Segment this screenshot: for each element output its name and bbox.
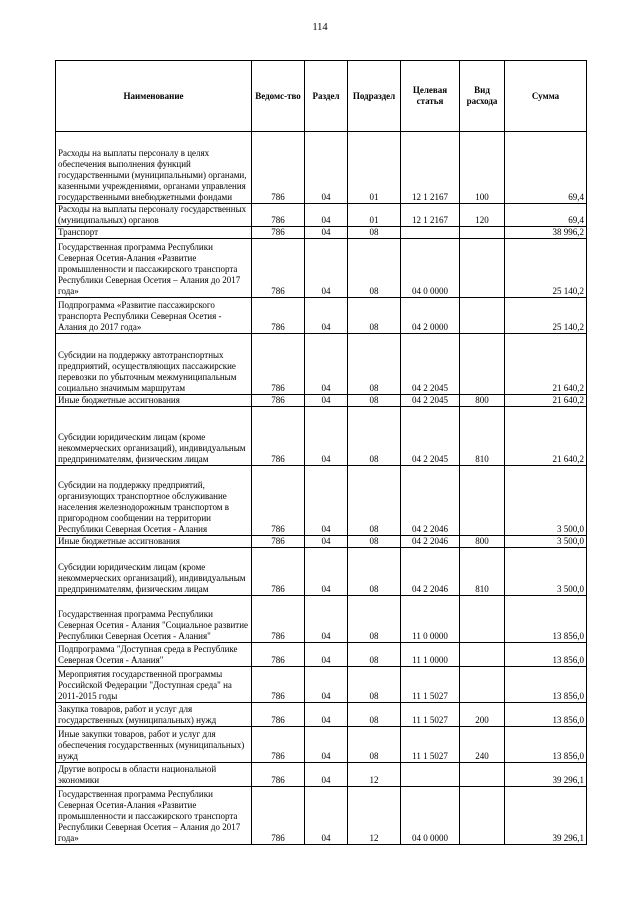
- row-section: 04: [305, 334, 348, 395]
- row-amount: 69,4: [505, 132, 587, 204]
- table-row: [56, 204, 587, 227]
- table-row: [56, 298, 587, 334]
- table-row: [56, 727, 587, 763]
- row-section: 04: [305, 407, 348, 466]
- row-section: 04: [305, 727, 348, 763]
- row-subsection: 12: [348, 763, 401, 787]
- row-expense-type: [460, 227, 505, 239]
- row-department: 786: [252, 536, 305, 548]
- row-department: 786: [252, 596, 305, 643]
- table-row: [56, 643, 587, 667]
- table-row: [56, 395, 587, 407]
- header-name: Наименование: [56, 61, 252, 132]
- row-amount: 3 500,0: [505, 466, 587, 536]
- row-department: 786: [252, 643, 305, 667]
- row-expense-type: 810: [460, 407, 505, 466]
- row-target: 04 2 2046: [401, 548, 460, 596]
- row-name: Мероприятия государственной программы Российской Федерации "Доступная среда" на 2011-2015 годы: [56, 667, 252, 703]
- header-amount: Сумма: [505, 61, 587, 132]
- row-subsection: 08: [348, 643, 401, 667]
- row-name: Государственная программа Республики Северная Осетия-Алания «Развитие промышленности и пассажирского транспорта Республики Северная Осетия – Алания до 2017 года»: [56, 239, 252, 298]
- page-number: 114: [312, 22, 328, 33]
- row-section: 04: [305, 204, 348, 227]
- row-name: Субсидии юридическим лицам (кроме некоммерческих организаций), индивидуальным предпринимателям, физическим лицам: [56, 407, 252, 466]
- row-amount: 13 856,0: [505, 596, 587, 643]
- row-department: 786: [252, 204, 305, 227]
- row-expense-type: [460, 596, 505, 643]
- row-expense-type: [460, 298, 505, 334]
- row-section: 04: [305, 596, 348, 643]
- row-target: 11 1 5027: [401, 703, 460, 727]
- row-name: Расходы на выплаты персоналу в целях обеспечения выполнения функций государственными (муниципальными) органами, казенными учреждениями, органами управления государственными внебюджетными фондами: [56, 132, 252, 204]
- budget-table: [55, 60, 587, 845]
- row-subsection: 08: [348, 596, 401, 643]
- row-target: 04 0 0000: [401, 239, 460, 298]
- table-row: [56, 596, 587, 643]
- row-section: 04: [305, 548, 348, 596]
- row-name: Иные бюджетные ассигнования: [56, 536, 252, 548]
- row-department: 786: [252, 548, 305, 596]
- row-expense-type: 800: [460, 536, 505, 548]
- row-amount: 39 296,1: [505, 787, 587, 845]
- row-amount: 21 640,2: [505, 334, 587, 395]
- row-amount: 13 856,0: [505, 643, 587, 667]
- row-subsection: 08: [348, 536, 401, 548]
- table-header: [56, 61, 587, 132]
- row-target: 04 2 2046: [401, 466, 460, 536]
- header-target: Целевая статья: [401, 61, 460, 132]
- table-row: [56, 548, 587, 596]
- row-subsection: 01: [348, 132, 401, 204]
- table-row: [56, 334, 587, 395]
- row-name: Субсидии юридическим лицам (кроме некоммерческих организаций), индивидуальным предпринимателям, физическим лицам: [56, 548, 252, 596]
- row-expense-type: 200: [460, 703, 505, 727]
- row-subsection: 08: [348, 703, 401, 727]
- row-name: Субсидии на поддержку предприятий, организующих транспортное обслуживание населения железнодорожным транспортом в пригородном сообщении на территории Республики Северная Осетия - Алания: [56, 466, 252, 536]
- row-department: 786: [252, 239, 305, 298]
- row-amount: 3 500,0: [505, 536, 587, 548]
- row-name: Иные закупки товаров, работ и услуг для обеспечения государственных (муниципальных) нужд: [56, 727, 252, 763]
- table-row: [56, 763, 587, 787]
- row-department: 786: [252, 132, 305, 204]
- table-row: [56, 667, 587, 703]
- table-row: [56, 407, 587, 466]
- row-section: 04: [305, 763, 348, 787]
- row-target: 04 2 2045: [401, 334, 460, 395]
- row-department: 786: [252, 466, 305, 536]
- row-section: 04: [305, 466, 348, 536]
- row-name: Государственная программа Республики Северная Осетия-Алания «Развитие промышленности и пассажирского транспорта Республики Северная Осетия – Алания до 2017 года»: [56, 787, 252, 845]
- row-amount: 38 996,2: [505, 227, 587, 239]
- row-expense-type: 240: [460, 727, 505, 763]
- row-subsection: 01: [348, 204, 401, 227]
- row-expense-type: 100: [460, 132, 505, 204]
- row-section: 04: [305, 667, 348, 703]
- header-section: Раздел: [305, 61, 348, 132]
- row-department: 786: [252, 395, 305, 407]
- row-amount: 69,4: [505, 204, 587, 227]
- row-department: 786: [252, 334, 305, 395]
- table-row: [56, 466, 587, 536]
- row-subsection: 12: [348, 787, 401, 845]
- table-row: [56, 239, 587, 298]
- row-target: 11 1 5027: [401, 727, 460, 763]
- row-expense-type: 810: [460, 548, 505, 596]
- row-amount: 21 640,2: [505, 395, 587, 407]
- row-amount: 13 856,0: [505, 703, 587, 727]
- row-expense-type: 120: [460, 204, 505, 227]
- row-expense-type: [460, 787, 505, 845]
- table-body: [56, 132, 587, 845]
- row-department: 786: [252, 727, 305, 763]
- row-section: 04: [305, 132, 348, 204]
- row-expense-type: [460, 466, 505, 536]
- row-expense-type: [460, 667, 505, 703]
- row-target: 04 2 2046: [401, 536, 460, 548]
- row-section: 04: [305, 239, 348, 298]
- row-expense-type: [460, 239, 505, 298]
- row-target: 04 0 0000: [401, 787, 460, 845]
- row-section: 04: [305, 395, 348, 407]
- row-section: 04: [305, 787, 348, 845]
- row-expense-type: 800: [460, 395, 505, 407]
- row-target: 12 1 2167: [401, 132, 460, 204]
- row-subsection: 08: [348, 667, 401, 703]
- row-section: 04: [305, 227, 348, 239]
- row-target: 12 1 2167: [401, 204, 460, 227]
- row-subsection: 08: [348, 239, 401, 298]
- row-target: 04 2 2045: [401, 407, 460, 466]
- header-expense-type: Вид расхода: [460, 61, 505, 132]
- row-department: 786: [252, 407, 305, 466]
- row-amount: 39 296,1: [505, 763, 587, 787]
- header-subsection: Подраздел: [348, 61, 401, 132]
- row-subsection: 08: [348, 334, 401, 395]
- row-name: Субсидии на поддержку автотранспортных предприятий, осуществляющих пассажирские перевозки по убыточным межмуниципальным социально значимым маршрутам: [56, 334, 252, 395]
- row-subsection: 08: [348, 407, 401, 466]
- row-expense-type: [460, 643, 505, 667]
- row-name: Государственная программа Республики Северная Осетия - Алания "Социальное развитие Республики Северная Осетия - Алания": [56, 596, 252, 643]
- row-department: 786: [252, 298, 305, 334]
- row-name: Иные бюджетные ассигнования: [56, 395, 252, 407]
- row-target: 04 2 2045: [401, 395, 460, 407]
- row-subsection: 08: [348, 727, 401, 763]
- row-subsection: 08: [348, 298, 401, 334]
- row-amount: 25 140,2: [505, 239, 587, 298]
- table-row: [56, 703, 587, 727]
- row-section: 04: [305, 703, 348, 727]
- table-row: [56, 536, 587, 548]
- row-name: Закупка товаров, работ и услуг для государственных (муниципальных) нужд: [56, 703, 252, 727]
- row-section: 04: [305, 536, 348, 548]
- row-department: 786: [252, 227, 305, 239]
- row-amount: 3 500,0: [505, 548, 587, 596]
- row-subsection: 08: [348, 395, 401, 407]
- row-name: Подпрограмма "Доступная среда в Республике Северная Осетия - Алания": [56, 643, 252, 667]
- row-target: 11 1 0000: [401, 643, 460, 667]
- row-department: 786: [252, 703, 305, 727]
- table-row: [56, 227, 587, 239]
- row-amount: 25 140,2: [505, 298, 587, 334]
- row-section: 04: [305, 298, 348, 334]
- row-amount: 13 856,0: [505, 727, 587, 763]
- row-name: Подпрограмма «Развитие пассажирского транспорта Республики Северная Осетия - Алания до 2017 года»: [56, 298, 252, 334]
- row-target: 11 0 0000: [401, 596, 460, 643]
- table-row: [56, 132, 587, 204]
- row-section: 04: [305, 643, 348, 667]
- row-target: 04 2 0000: [401, 298, 460, 334]
- row-target: 11 1 5027: [401, 667, 460, 703]
- row-target: [401, 763, 460, 787]
- row-name: Другие вопросы в области национальной экономики: [56, 763, 252, 787]
- row-subsection: 08: [348, 548, 401, 596]
- table-row: [56, 787, 587, 845]
- row-name: Расходы на выплаты персоналу государственных (муниципальных) органов: [56, 204, 252, 227]
- row-department: 786: [252, 787, 305, 845]
- row-amount: 13 856,0: [505, 667, 587, 703]
- row-department: 786: [252, 763, 305, 787]
- row-amount: 21 640,2: [505, 407, 587, 466]
- row-subsection: 08: [348, 227, 401, 239]
- row-expense-type: [460, 334, 505, 395]
- row-target: [401, 227, 460, 239]
- header-department: Ведомс-тво: [252, 61, 305, 132]
- row-department: 786: [252, 667, 305, 703]
- row-subsection: 08: [348, 466, 401, 536]
- row-expense-type: [460, 763, 505, 787]
- row-name: Транспорт: [56, 227, 252, 239]
